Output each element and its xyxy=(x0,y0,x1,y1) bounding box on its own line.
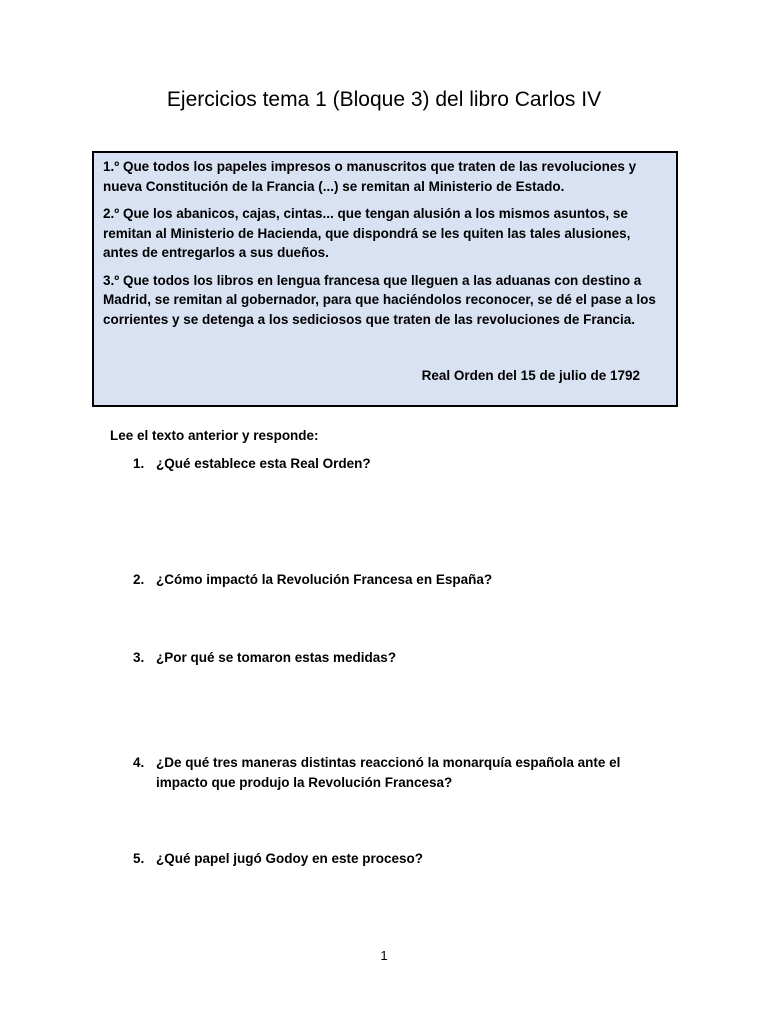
question-item-3 xyxy=(133,648,653,668)
question-number: 2. xyxy=(133,572,145,587)
question-text: ¿De qué tres maneras distintas reaccionó la monarquía española ante el impacto que produjo la Revolución Francesa? xyxy=(156,755,621,790)
source-paragraph-2: 2.º Que los abanicos, cajas, cintas... que tengan alusión a los mismos asuntos, se remitan al Ministerio de Hacienda, que dispondrá se les quiten las tales alusiones, antes de entregarlos a sus dueños. xyxy=(103,206,631,260)
question-number: 1. xyxy=(133,456,145,471)
question-text: ¿Cómo impactó la Revolución Francesa en España? xyxy=(156,572,493,587)
instruction-text: Lee el texto anterior y responde: xyxy=(110,428,319,443)
question-text: ¿Qué papel jugó Godoy en este proceso? xyxy=(156,851,424,866)
source-citation: Real Orden del 15 de julio de 1792 xyxy=(421,368,640,383)
question-item-4 xyxy=(133,753,653,792)
question-item-5 xyxy=(133,849,653,869)
page-number: 1 xyxy=(380,948,388,963)
question-number: 5. xyxy=(133,851,145,866)
page-title: Ejercicios tema 1 (Bloque 3) del libro Carlos IV xyxy=(166,88,602,111)
source-paragraph-1: 1.º Que todos los papeles impresos o manuscritos que traten de las revoluciones y nueva Constitución de la Francia (...) se remitan al Ministerio de Estado. xyxy=(103,159,637,194)
question-item-2 xyxy=(133,570,653,590)
source-text-box xyxy=(92,151,678,407)
question-text: ¿Por qué se tomaron estas medidas? xyxy=(156,650,397,665)
source-paragraph-3: 3.º Que todos los libros en lengua francesa que lleguen a las aduanas con destino a Madrid, se remitan al gobernador, para que haciéndolos reconocer, se dé el pase a los corrientes y se detenga a los sediciosos que traten de las revoluciones de Francia. xyxy=(103,272,656,327)
question-number: 4. xyxy=(133,755,145,770)
question-item-1 xyxy=(133,454,653,474)
question-text: ¿Qué establece esta Real Orden? xyxy=(156,456,371,471)
question-number: 3. xyxy=(133,650,145,665)
